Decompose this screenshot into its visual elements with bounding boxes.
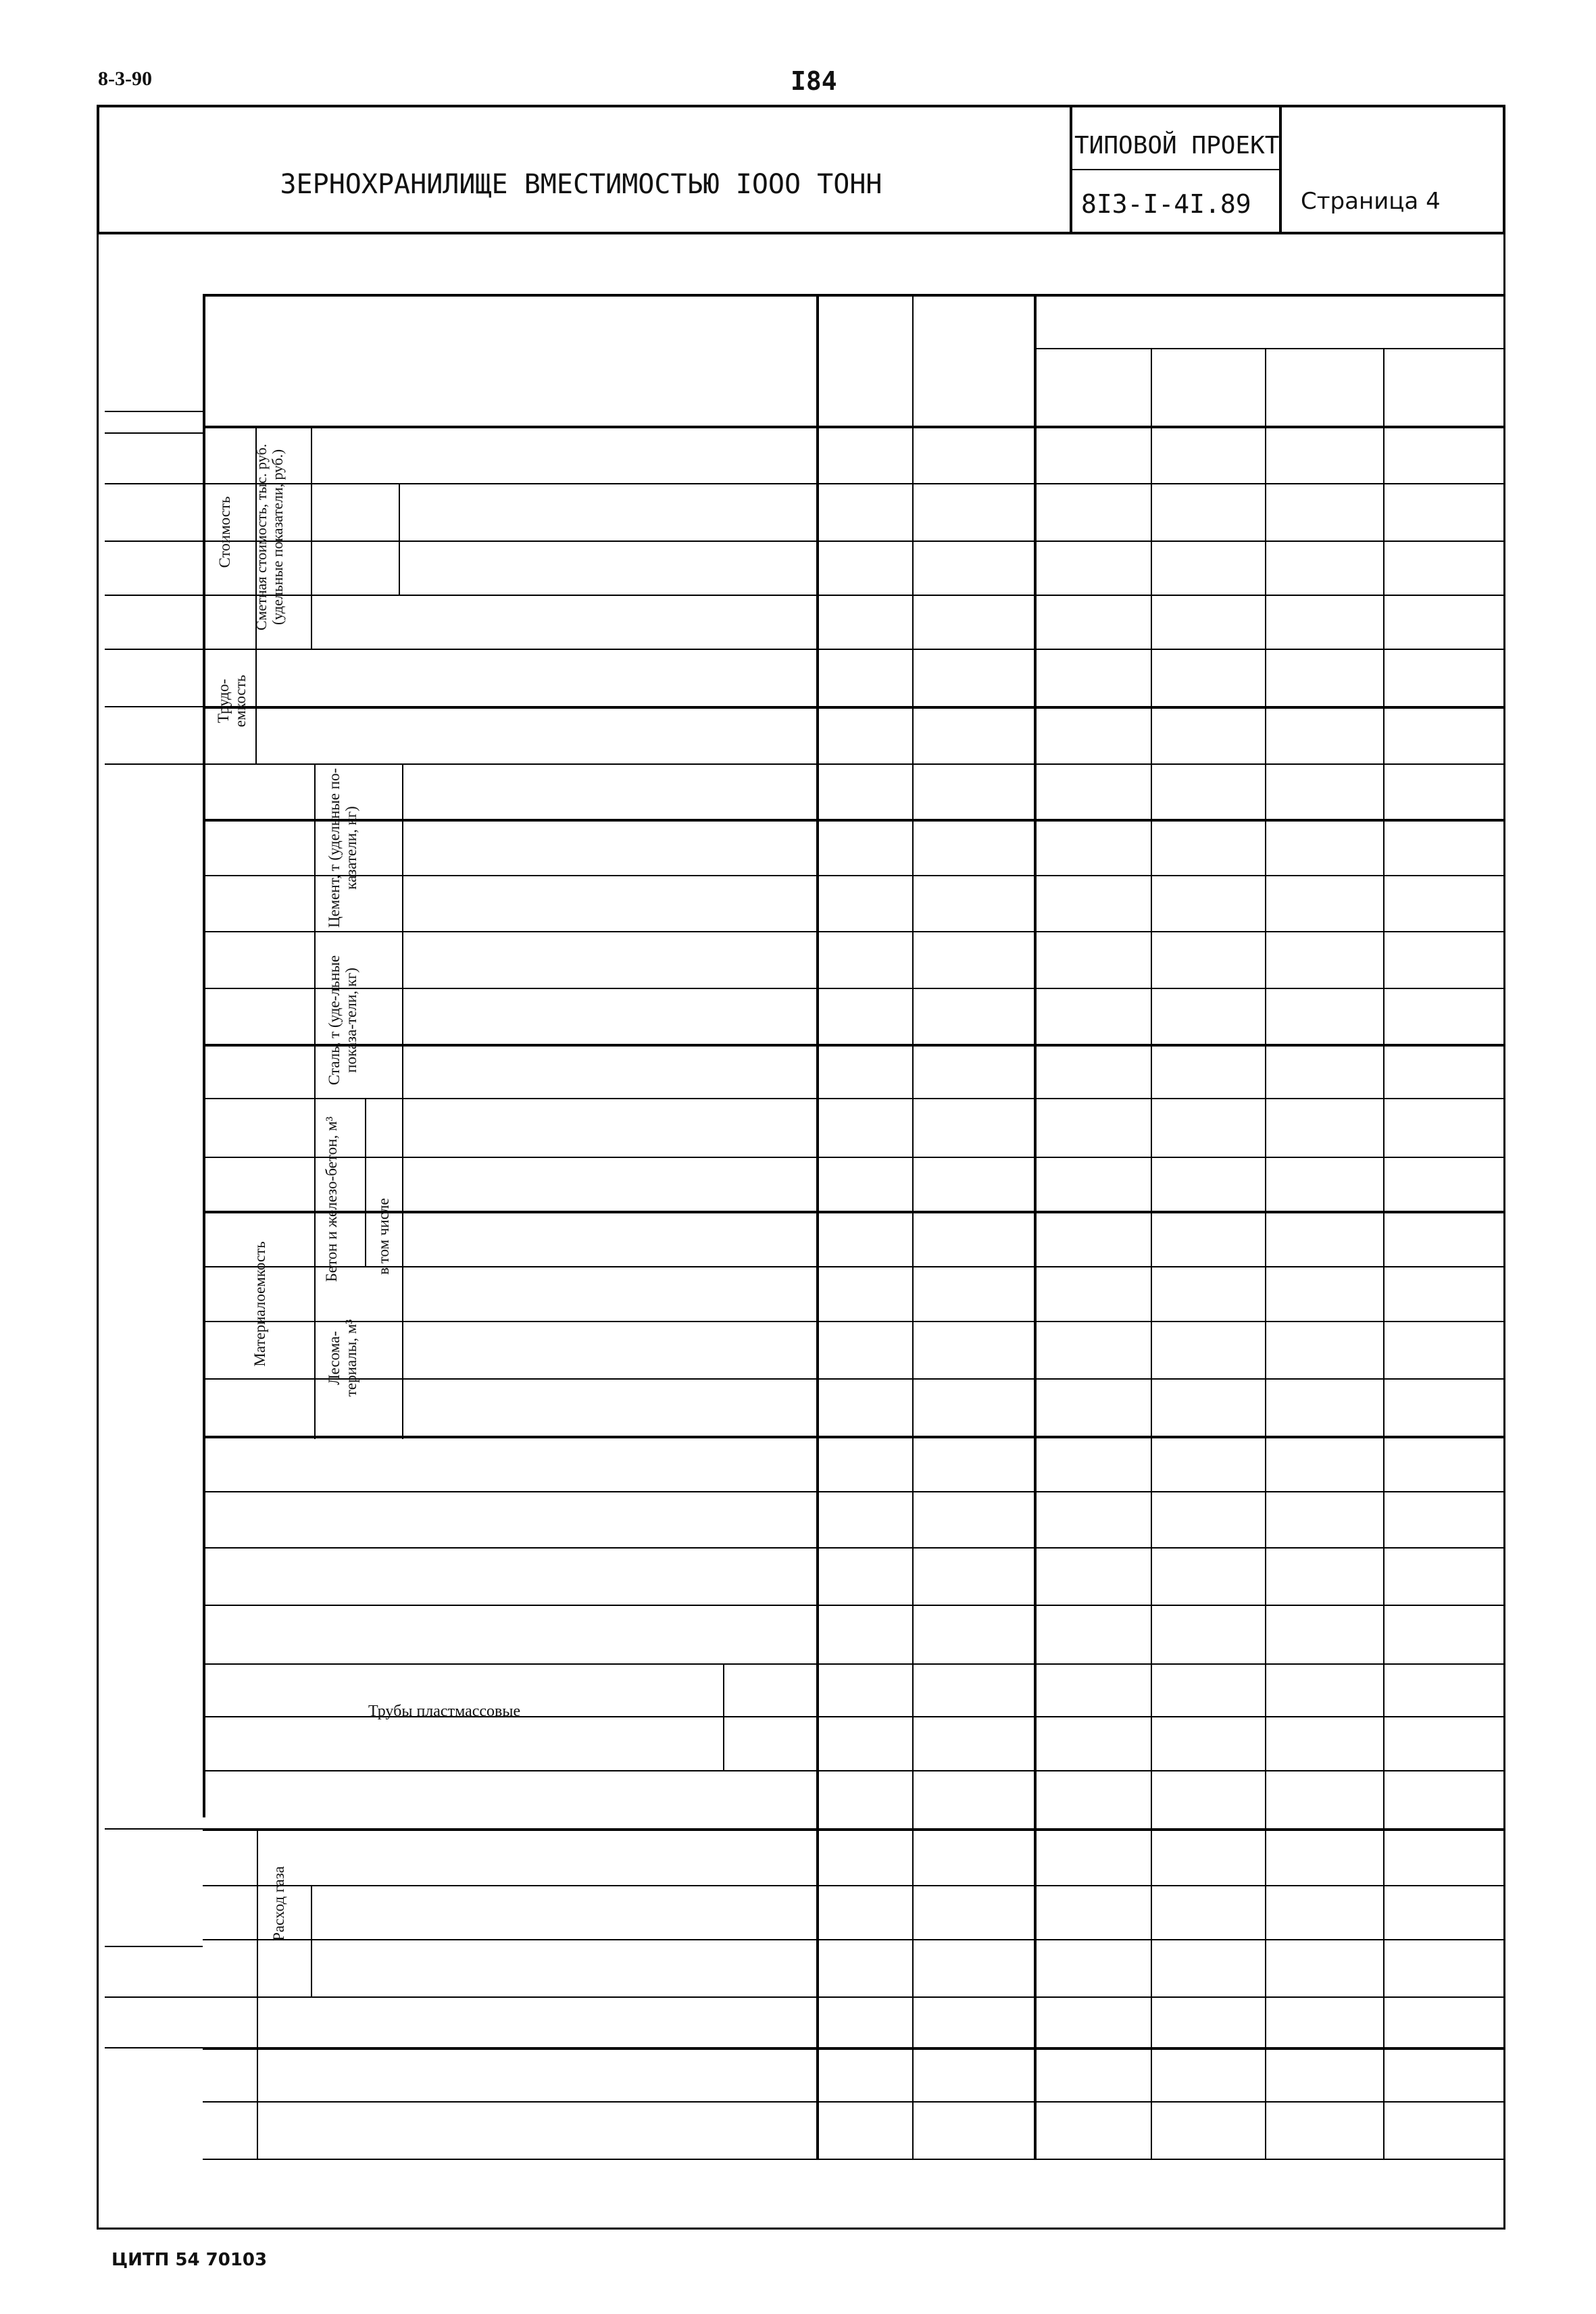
group-material: Материалоемкость xyxy=(251,1241,268,1367)
pipes-plastic-label: Трубы пластмассовые xyxy=(368,1703,521,1720)
group-labor: Трудо-емкость xyxy=(215,674,249,728)
project-type-label: ТИПОВОЙ ПРОЕКТ xyxy=(1074,132,1280,159)
page-number: I84 xyxy=(791,66,837,96)
document-code: 8-3-90 xyxy=(98,68,152,90)
page-frame xyxy=(97,233,1505,2230)
group-timber: Лесома-териалы, м³ xyxy=(326,1319,360,1397)
group-concrete: Бетон и железо-бетон, м³ xyxy=(323,1116,340,1282)
group-including: в том числе xyxy=(375,1198,392,1275)
group-cement: Цемент, т (удельные по-казатели, кг) xyxy=(326,768,360,928)
document-title: ЗЕРНОХРАНИЛИЩЕ ВМЕСТИМОСТЬЮ IOOO ТОНН xyxy=(280,169,882,200)
page-label: Страница 4 xyxy=(1301,188,1441,215)
group-steel: Сталь, т (уде-льные показа-тели, кг) xyxy=(326,955,360,1086)
project-number: 8I3-I-4I.89 xyxy=(1081,189,1251,219)
footer-code: ЦИТП 54 70103 xyxy=(111,2250,268,2270)
group-cost-sub: Сметная стоимость, тыс. руб. (удельные показатели, руб.) xyxy=(253,443,286,631)
group-cost: Стоимость xyxy=(216,496,233,568)
group-gas: Расход газа xyxy=(270,1866,287,1941)
